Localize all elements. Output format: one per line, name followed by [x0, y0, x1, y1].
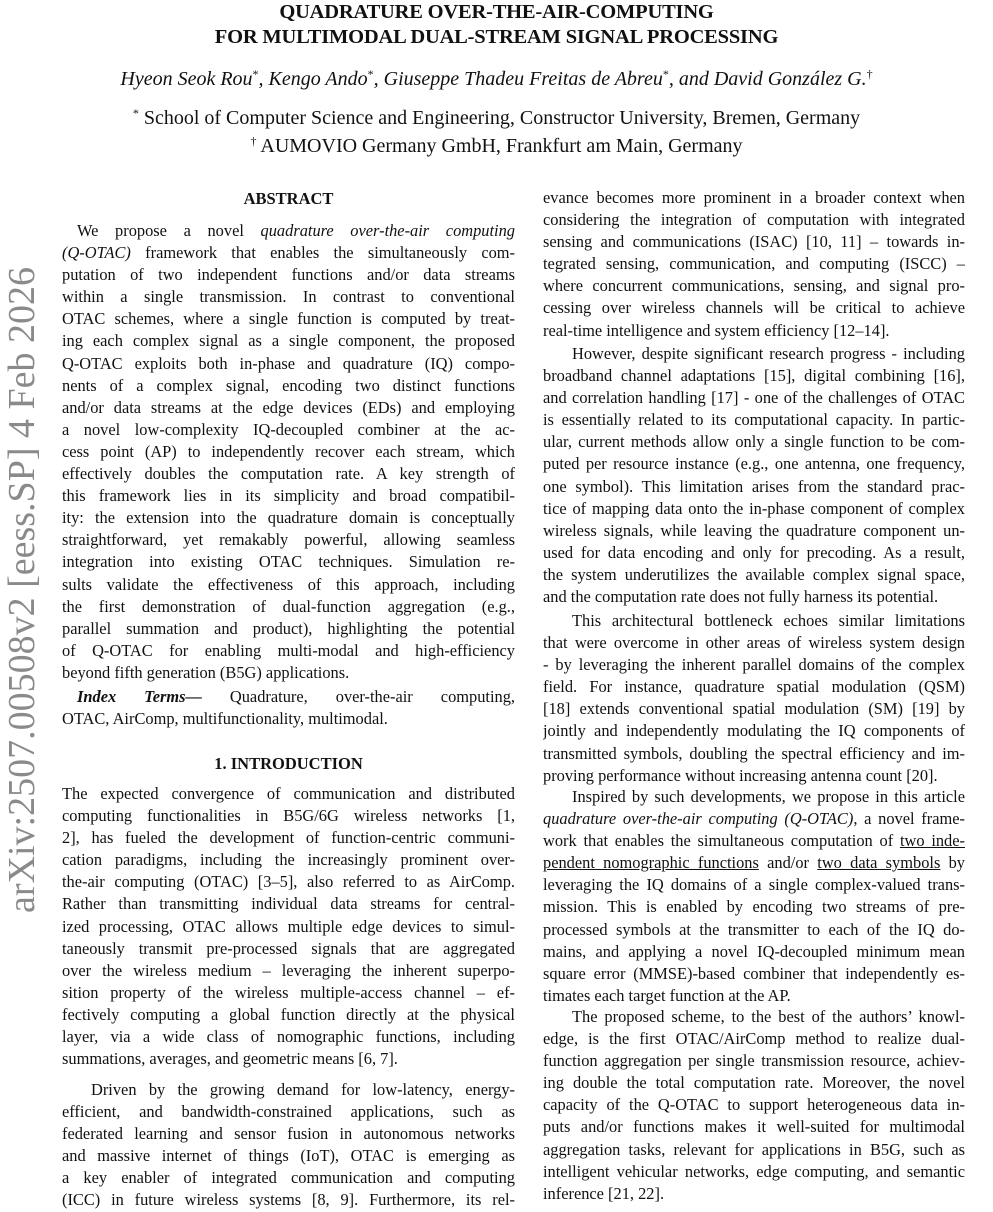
intro-paragraph [543, 610, 965, 787]
text-line: tegrated sensing, communication, and computing (ISCC) – [543, 254, 965, 274]
text-line [543, 830, 965, 852]
text-line: The expected convergence of communication and distributed [62, 784, 515, 803]
affiliation-text: AUMOVIO Germany GmbH, Frankfurt am Main, Germany [256, 135, 743, 157]
affiliation-2 [0, 134, 993, 158]
text-line [543, 808, 965, 830]
text-line: and massive internet of things (IoT), OTAC is emerging as [62, 1146, 515, 1166]
text-line: parallel summation and product), highlighting the potential [62, 618, 515, 638]
underlined-phrase: two inde- [899, 831, 965, 851]
text-line: 2], has fueled the development of function-centric communi- [62, 828, 515, 848]
text-line: layer, via a wide class of nomographic functions, including [62, 1027, 515, 1047]
text-line: mains, and applying a novel IQ-decoupled minimum mean [543, 941, 965, 961]
text-line: the-air computing (OTAC) [3–5], also referred to as AirComp. [62, 872, 515, 892]
affiliation-mark: * [132, 106, 139, 120]
text-line: However, despite significant research progress - including [572, 344, 965, 363]
text-line: within a single transmission. In contrast to conventional [62, 287, 515, 307]
text-line: integration into existing OTAC techniques. Simulation re- [62, 552, 515, 572]
text-line: real-time intelligence and system efficiency [12–14]. [543, 320, 890, 340]
text-line: ing each complex signal as a single component, the proposed [62, 331, 515, 351]
text-line [62, 242, 515, 264]
text-segment: by [940, 853, 965, 873]
affiliation-1 [0, 106, 993, 130]
text-line: taneously transmit pre-processed signals that are aggregated [62, 938, 515, 958]
emphasized-phrase: (Q-OTAC) [62, 243, 131, 263]
paper-title-line-2: FOR MULTIMODAL DUAL-STREAM SIGNAL PROCESSING [214, 26, 779, 48]
text-line: mission. This is enabled by encoding two streams of pre- [543, 897, 965, 917]
intro-paragraph [62, 1079, 515, 1212]
author-name: , and David González G. [668, 68, 867, 90]
text-line: the first demonstration of dual-function aggregation (e.g., [62, 596, 515, 616]
text-line: efficient, and bandwidth-constrained applications, such as [62, 1102, 515, 1122]
text-line: computing functionalities in B5G/6G wireless networks [1, [62, 806, 515, 826]
text-line: transmitted symbols, doubling the spectral efficiency and im- [543, 743, 965, 763]
text-line: effectively doubles the computation rate. A key strength of [62, 464, 515, 484]
text-line: evance becomes more prominent in a broader context when [543, 188, 965, 207]
text-line: straightforward, yet remakably powerful, allowing seamless [62, 530, 515, 550]
text-line [543, 852, 965, 874]
author-list [0, 67, 993, 91]
text-line: aggregation tasks, relevant for applications in B5G, such as [543, 1139, 965, 1159]
text-line: federated learning and sensor fusion in autonomous networks [62, 1124, 515, 1144]
text-line: capacity of the Q-OTAC to support heterogeneous data in- [543, 1095, 965, 1115]
author-mark: * [252, 67, 259, 81]
text-line: of Q-OTAC for enabling multi-modal and high-efficiency [62, 640, 515, 660]
abstract-paragraph [62, 220, 515, 684]
text-line: a novel low-complexity IQ-decoupled combiner at the ac- [62, 419, 515, 439]
text-line: timates each target function at the AP. [543, 985, 791, 1005]
text-line: sensing and communications (ISAC) [10, 11] – towards in- [543, 232, 965, 252]
intro-paragraph-continued [543, 187, 965, 342]
text-line: and/or data streams at the edge devices (EDs) and employing [62, 397, 515, 417]
text-line: nents of a complex signal, encoding two distinct functions [62, 375, 515, 395]
author-name: , Giuseppe Thadeu Freitas de Abreu [373, 68, 663, 90]
text-line: puts and/or functions makes it well-suited for multimodal [543, 1117, 965, 1137]
text-segment: framework that enables the simultaneously com- [130, 243, 515, 263]
abstract-heading: ABSTRACT [243, 189, 334, 208]
emphasized-phrase: quadrature over-the-air computing (Q-OTAC) [543, 809, 854, 829]
text-line: Driven by the growing demand for low-latency, energy- [91, 1080, 515, 1099]
text-line: ing double the total computation rate. Moreover, the novel [543, 1073, 965, 1093]
text-line: tice of mapping data onto the in-phase component of complex [543, 498, 965, 518]
text-line: wireless signals, while leaving the quadrature component un- [543, 520, 965, 540]
text-line: cess point (AP) to independently recover each stream, which [62, 441, 515, 461]
text-line: fectively computing a global function directly at the physical [62, 1004, 515, 1024]
text-segment: and/or [758, 853, 818, 873]
text-line: putation of two independent functions and/or data streams [62, 265, 515, 285]
author-name: , Kengo Ando [258, 68, 368, 90]
affiliation-text: School of Computer Science and Engineering, Constructor University, Bremen, Germany [138, 107, 861, 129]
text-line: - by leveraging the inherent parallel domains of the complex [543, 655, 965, 675]
text-line: broadband channel adaptations [15], digital combining [16], [543, 366, 965, 386]
author-mark: † [866, 67, 873, 81]
underlined-phrase: pendent nomographic functions [543, 853, 759, 873]
text-line: beyond fifth generation (B5G) applications. [62, 662, 350, 682]
author-name: Hyeon Seok Rou [120, 68, 253, 90]
text-line: function aggregation per single transmission resource, achiev- [543, 1051, 965, 1071]
text-line: OTAC schemes, where a single function is computed by treat- [62, 309, 515, 329]
emphasized-phrase: Index Terms— [77, 687, 202, 706]
text-line: intelligent vehicular networks, edge computing, and semantic [543, 1161, 965, 1181]
text-line: processed symbols at the transmitter to each of the IQ do- [543, 919, 965, 939]
text-segment: , a novel frame- [853, 809, 965, 829]
text-line: The proposed scheme, to the best of the authors’ knowl- [572, 1007, 965, 1026]
underlined-phrase: two data symbols [817, 853, 941, 873]
text-line: inference [21, 22]. [543, 1183, 665, 1203]
emphasized-phrase: quadrature over-the-air computing [260, 221, 515, 240]
author-mark: * [662, 67, 669, 81]
text-segment: Quadrature, over-the-air computing, [201, 687, 515, 706]
paper-title-line-1: QUADRATURE OVER-THE-AIR-COMPUTING [279, 1, 714, 23]
author-mark: * [367, 67, 374, 81]
text-segment: work that enables the simultaneous computation of [543, 831, 900, 851]
text-line: Q-OTAC exploits both in-phase and quadrature (IQ) compo- [62, 353, 515, 373]
text-line: where concurrent communications, sensing, and signal pro- [543, 276, 965, 296]
text-line: and the computation rate does not fully harness its potential. [543, 587, 939, 607]
text-line: edge, is the first OTAC/AirComp method to realize dual- [543, 1029, 965, 1049]
text-line: ity: the extension into the quadrature domain is conceptually [62, 508, 515, 528]
text-line: sults validate the effectiveness of this approach, including [62, 574, 515, 594]
text-line: used for data encoding and only for precoding. As a result, [543, 542, 965, 562]
text-line: square error (MMSE)-based combiner that independently es- [543, 963, 965, 983]
text-line [62, 220, 515, 242]
text-line: proving performance without increasing antenna count [20]. [543, 765, 938, 785]
text-line: considering the integration of computation with integrated [543, 210, 965, 230]
text-line: the system underutilizes the available complex signal space, [543, 564, 965, 584]
text-line: puted per resource instance (e.g., one antenna, one frequency, [543, 454, 965, 474]
introduction-heading: 1. INTRODUCTION [214, 754, 363, 773]
text-line: this framework lies in its simplicity and broad compatibil- [62, 486, 515, 506]
text-line: summations, averages, and geometric means [6, 7]. [62, 1049, 398, 1069]
text-line: sition property of the wireless multiple-access channel – ef- [62, 982, 515, 1002]
text-line: over the wireless medium – leveraging the inherent superpo- [62, 960, 515, 980]
text-line: ized processing, OTAC allows multiple edge devices to simul- [62, 916, 515, 936]
text-line: [18] extends conventional spatial modulation (SM) [19] by [543, 699, 965, 719]
text-segment: We propose a novel [77, 221, 261, 240]
text-line: ular, current methods allow only a single function to be com- [543, 432, 965, 452]
text-line: is essentially related to its computational capacity. In partic- [543, 410, 965, 430]
text-line [62, 686, 515, 708]
affiliation-mark: † [250, 134, 257, 148]
text-line: a key enabler of integrated communication and computing [62, 1168, 515, 1188]
text-line: and correlation handling [17] - one of the challenges of OTAC [543, 388, 965, 408]
intro-paragraph [543, 786, 965, 1007]
text-line: jointly and independently modulating the IQ components of [543, 721, 965, 741]
text-line: Inspired by such developments, we propose in this article [572, 787, 965, 806]
text-line: OTAC, AirComp, multifunctionality, multimodal. [62, 709, 388, 729]
intro-paragraph [543, 1006, 965, 1205]
text-line: This architectural bottleneck echoes similar limitations [572, 611, 965, 630]
text-line: one symbol). This limitation arises from the standard prac- [543, 476, 965, 496]
intro-paragraph [62, 783, 515, 1070]
text-line: (ICC) in future wireless systems [8, 9]. Furthermore, its rel- [62, 1190, 515, 1210]
intro-paragraph [543, 343, 965, 608]
index-terms [62, 686, 515, 730]
text-line: field. For instance, quadrature spatial modulation (QSM) [543, 677, 965, 697]
text-line: that were overcome in other areas of wireless system design [543, 633, 965, 653]
text-line: cessing over wireless channels will be critical to achieve [543, 298, 965, 318]
arxiv-identifier: arXiv:2507.00508v2 [eess.SP] 4 Feb 2026 [1, 267, 43, 913]
text-line: leveraging the IQ domains of a single complex-valued trans- [543, 875, 965, 895]
text-line: Rather than transmitting individual data streams for central- [62, 894, 515, 914]
text-line: cation paradigms, including the increasingly prominent over- [62, 850, 515, 870]
